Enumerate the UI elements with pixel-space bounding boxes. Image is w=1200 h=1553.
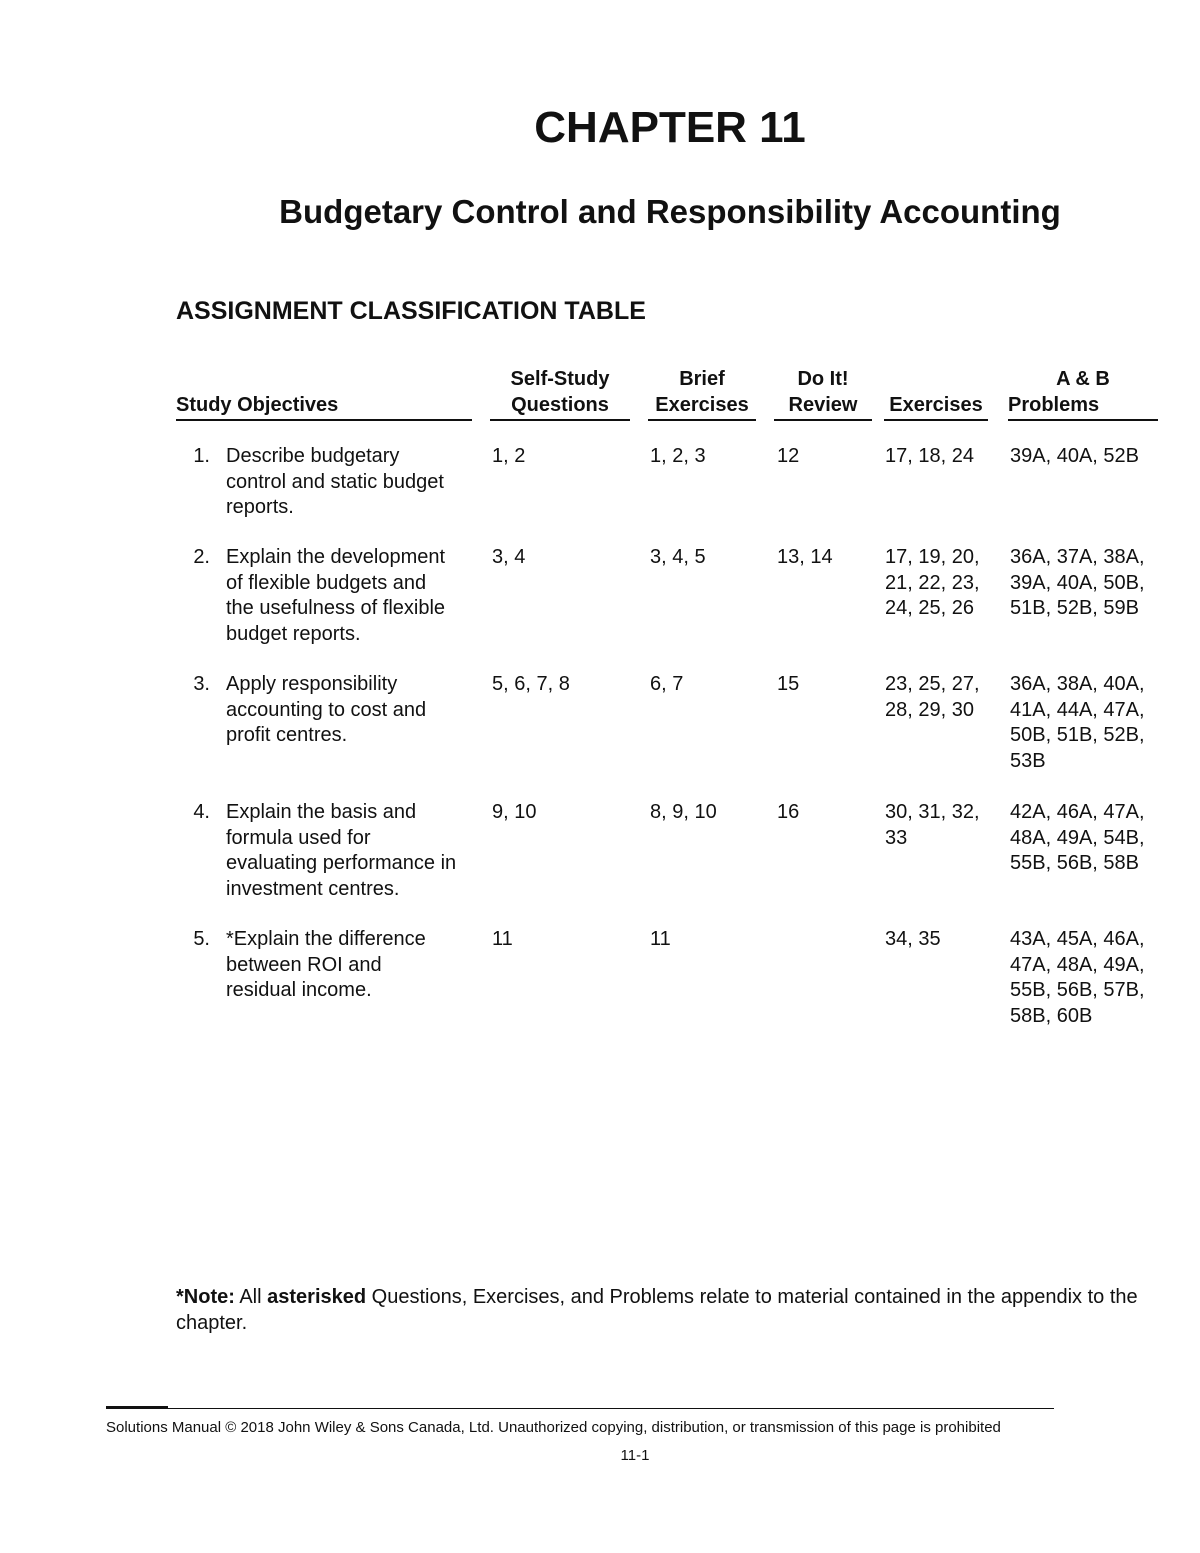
objective-text-line: Explain the basis and — [226, 801, 417, 823]
self-study-questions: 9, 10 — [492, 801, 537, 823]
exercises — [885, 444, 995, 470]
header-label: Review — [788, 394, 858, 416]
objective-text-line: Apply responsibility — [226, 673, 398, 695]
header-label: Exercises — [655, 394, 749, 416]
do-it-review: 16 — [777, 801, 800, 823]
exercises-line: 24, 25, 26 — [885, 597, 974, 619]
exercises — [885, 800, 995, 851]
objective-text-line: between ROI and — [226, 953, 382, 976]
objective-text — [226, 672, 478, 749]
header-study-objectives — [176, 366, 472, 421]
self-study-questions: 3, 4 — [492, 546, 526, 568]
footer-rule — [106, 1408, 1054, 1409]
ab-problems-line: 48A, 49A, 54B, — [1010, 826, 1145, 849]
header-label: Exercises — [889, 394, 983, 416]
chapter-subtitle: Budgetary Control and Responsibility Accounting — [279, 193, 1061, 230]
objective-text-line: Describe budgetary — [226, 445, 400, 467]
ab-problems — [1010, 927, 1170, 1029]
header-label: Brief — [679, 368, 725, 390]
do-it-review: 13, 14 — [777, 546, 833, 568]
brief-exercises: 3, 4, 5 — [650, 546, 706, 568]
header-label: Study Objectives — [176, 394, 339, 416]
header-ab-problems — [1008, 366, 1158, 421]
objective-text-line: of flexible budgets and — [226, 571, 427, 594]
objective-number: 3. — [193, 673, 210, 695]
note-text: Questions, Exercises, and Problems relate to material contained in the appendix to the chapter. — [176, 1286, 1138, 1334]
exercises-line: 21, 22, 23, — [885, 571, 980, 594]
self-study-questions: 5, 6, 7, 8 — [492, 673, 570, 695]
ab-problems-line: 39A, 40A, 50B, — [1010, 571, 1145, 594]
ab-problems-line: 42A, 46A, 47A, — [1010, 801, 1145, 823]
ab-problems — [1010, 800, 1170, 877]
do-it-review: 12 — [777, 445, 800, 467]
exercises-line: 30, 31, 32, — [885, 801, 980, 823]
ab-problems-line: 51B, 52B, 59B — [1010, 597, 1139, 619]
ab-problems-line: 55B, 56B, 58B — [1010, 852, 1139, 874]
exercises — [885, 545, 995, 622]
section-heading: ASSIGNMENT CLASSIFICATION TABLE — [176, 297, 646, 325]
objective-number: 1. — [193, 445, 210, 467]
objective-text — [226, 545, 478, 647]
ab-problems-line: 50B, 51B, 52B, — [1010, 724, 1145, 746]
ab-problems-line: 47A, 48A, 49A, — [1010, 953, 1145, 976]
exercises — [885, 927, 995, 953]
header-brief-exercises — [648, 366, 756, 421]
objective-text-line: accounting to cost and — [226, 698, 427, 721]
note-text: All — [234, 1286, 268, 1308]
objective-text-line: the usefulness of flexible — [226, 597, 446, 619]
header-label: Problems — [1008, 394, 1100, 416]
ab-problems — [1010, 444, 1170, 470]
objective-text-line: residual income. — [226, 979, 372, 1001]
objective-text-line: Explain the development — [226, 546, 446, 568]
header-self-study — [490, 366, 630, 421]
ab-problems-line: 55B, 56B, 57B, — [1010, 979, 1145, 1001]
header-label: A & B — [1056, 368, 1110, 390]
brief-exercises: 1, 2, 3 — [650, 445, 706, 467]
objective-text-line: budget reports. — [226, 622, 361, 645]
ab-problems-line: 41A, 44A, 47A, — [1010, 698, 1145, 721]
exercises-line: 34, 35 — [885, 928, 941, 950]
header-do-it-review — [774, 366, 872, 421]
objective-text — [226, 927, 478, 1004]
header-label: Self-Study — [510, 368, 610, 390]
ab-problems — [1010, 672, 1170, 774]
objective-text-line: investment centres. — [226, 877, 400, 900]
objective-number: 4. — [193, 801, 210, 823]
objective-text — [226, 444, 478, 521]
objective-text-line: *Explain the difference — [226, 928, 426, 950]
brief-exercises: 11 — [650, 928, 671, 950]
appendix-note — [176, 1285, 1176, 1336]
note-label: *Note: — [176, 1286, 235, 1308]
objective-text-line: control and static budget — [226, 470, 444, 493]
exercises-line: 23, 25, 27, — [885, 673, 980, 695]
ab-problems-line: 58B, 60B — [1010, 1004, 1093, 1027]
exercises-line: 28, 29, 30 — [885, 698, 974, 721]
header-label: Do It! — [797, 368, 849, 390]
ab-problems — [1010, 545, 1170, 622]
objective-text — [226, 800, 478, 902]
self-study-questions: 11 — [492, 928, 513, 950]
objective-number: 5. — [193, 928, 210, 950]
objective-number: 2. — [193, 546, 210, 568]
objective-text-line: reports. — [226, 496, 294, 518]
ab-problems-line: 43A, 45A, 46A, — [1010, 928, 1145, 950]
objective-text-line: evaluating performance in — [226, 852, 457, 874]
exercises — [885, 672, 995, 723]
self-study-questions: 1, 2 — [492, 445, 526, 467]
ab-problems-line: 36A, 37A, 38A, — [1010, 546, 1145, 568]
brief-exercises: 8, 9, 10 — [650, 801, 717, 823]
chapter-title: CHAPTER 11 — [534, 103, 806, 152]
page-number: 11-1 — [620, 1447, 650, 1464]
ab-problems-line: 53B — [1010, 749, 1046, 772]
exercises-line: 17, 19, 20, — [885, 546, 980, 568]
ab-problems-line: 39A, 40A, 52B — [1010, 445, 1139, 467]
ab-problems-line: 36A, 38A, 40A, — [1010, 673, 1145, 695]
header-exercises — [884, 366, 988, 421]
header-label: Questions — [511, 394, 609, 416]
exercises-line: 33 — [885, 826, 908, 849]
objective-text-line: formula used for — [226, 826, 371, 849]
brief-exercises: 6, 7 — [650, 673, 684, 695]
objective-text-line: profit centres. — [226, 724, 348, 746]
note-emphasis: asterisked — [267, 1286, 367, 1308]
do-it-review: 15 — [777, 673, 800, 695]
footer-copyright: Solutions Manual © 2018 John Wiley & Sons Canada, Ltd. Unauthorized copying, distribution, or transmission of this page is prohibited — [106, 1419, 1001, 1436]
exercises-line: 17, 18, 24 — [885, 445, 974, 467]
